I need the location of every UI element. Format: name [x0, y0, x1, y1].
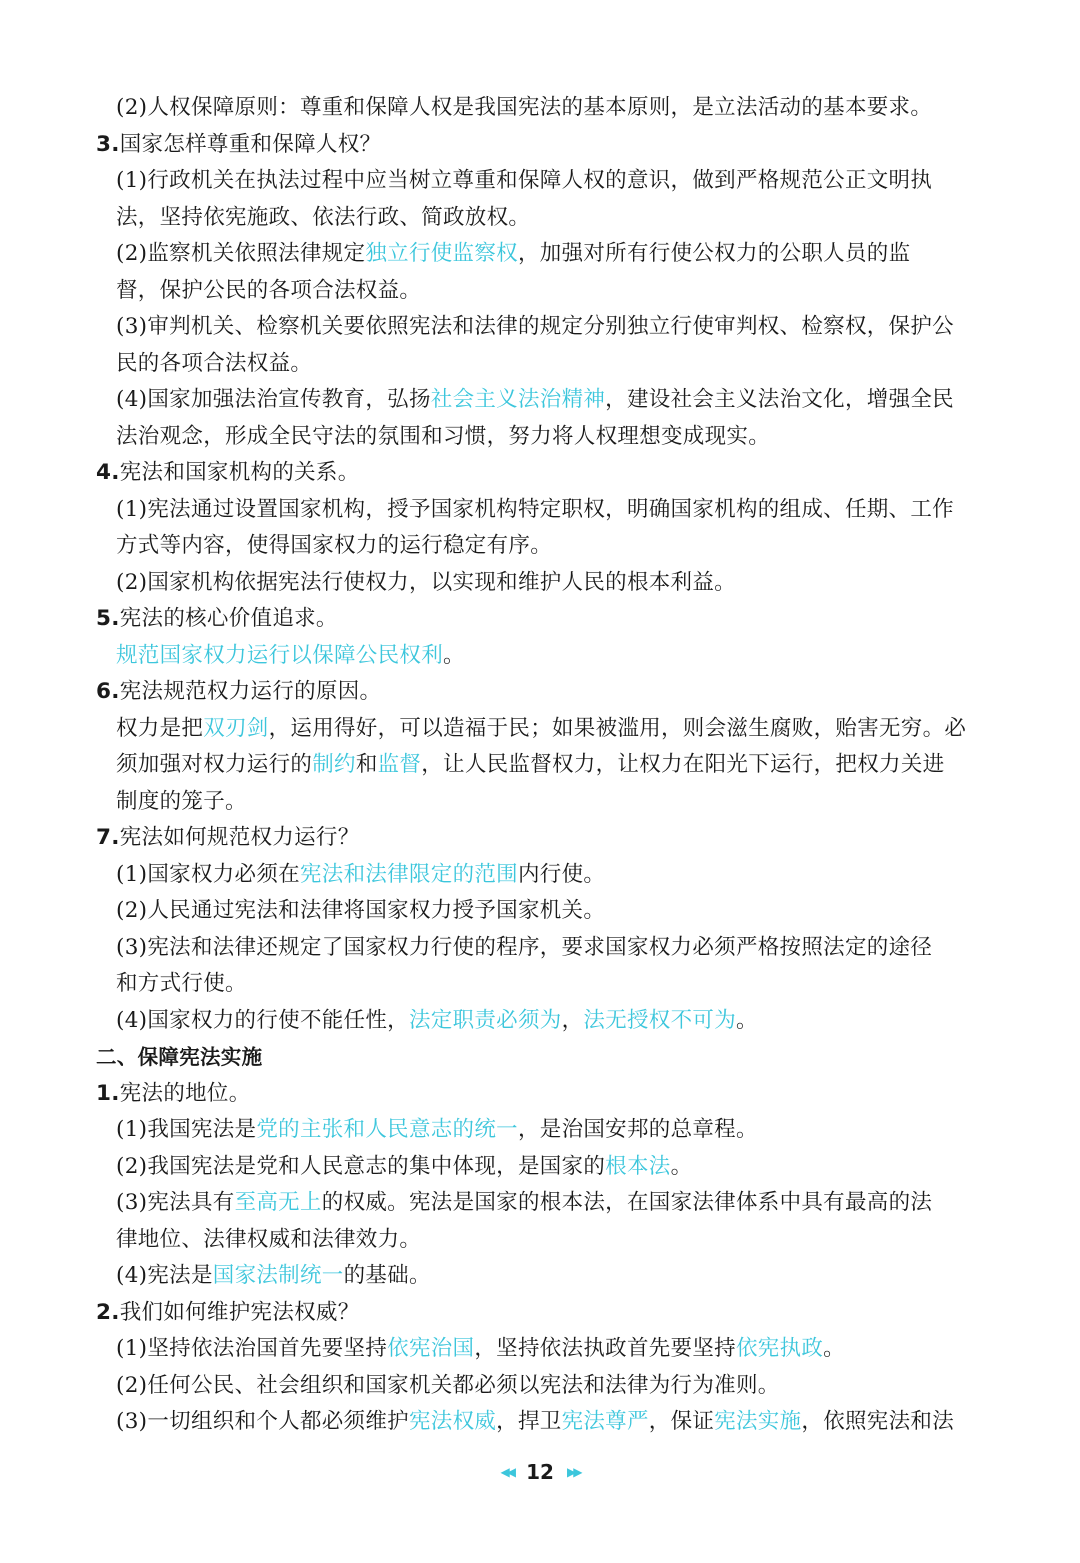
text-segment: 民的各项合法权益。	[116, 350, 313, 376]
text-segment: 。	[823, 1336, 845, 1361]
text-segment: 宪法如何规范权力运行？	[119, 825, 360, 850]
text-segment: 和方式行使。	[116, 971, 247, 996]
text-line	[96, 893, 966, 930]
text-line	[96, 565, 966, 602]
text-segment: 和	[355, 752, 378, 777]
text-segment: (2)国家机构依据宪法行使权力，以实现和维护人民的根本利益。	[116, 569, 736, 595]
item-number: 1.	[96, 1080, 120, 1106]
text-segment: 。	[670, 1153, 693, 1179]
text-segment: 权力是把	[116, 715, 204, 741]
highlighted-keyword: 根本法	[605, 1153, 671, 1179]
text-segment: ，加强对所有行使公权力的公职人员的监	[517, 241, 911, 266]
text-line	[96, 163, 966, 200]
highlighted-keyword: 双刃剑	[203, 715, 269, 741]
highlighted-keyword: 法无授权不可为	[583, 1007, 736, 1033]
text-line	[96, 90, 966, 127]
highlighted-keyword: 社会主义法治精神	[430, 387, 606, 412]
text-segment: 。	[443, 642, 465, 668]
text-segment: ，让人民监督权力，让权力在阳光下运行，把权力关进	[421, 752, 945, 777]
text-line	[96, 711, 966, 748]
text-segment: (3)审判机关、检察机关要依照宪法和法律的规定分别独立行使审判权、检察权，保护公	[116, 314, 954, 339]
text-segment: 的基础。	[343, 1263, 431, 1288]
text-segment: ，依照宪法和法	[801, 1409, 954, 1434]
text-segment: (1)宪法通过设置国家机构，授予国家机构特定职权，明确国家机构的组成、任期、工作	[116, 496, 954, 522]
text-segment: 二、保障宪法实施	[96, 1045, 263, 1069]
text-line	[96, 784, 966, 821]
item-number: 3.	[96, 131, 120, 157]
text-line	[96, 492, 966, 529]
item-number: 4.	[96, 460, 120, 485]
text-line	[96, 273, 966, 310]
text-line	[96, 747, 966, 784]
text-line	[96, 1404, 966, 1441]
text-segment: 督，保护公民的各项合法权益。	[116, 277, 422, 303]
text-line	[96, 966, 966, 1003]
text-segment: 内行使。	[517, 861, 606, 887]
highlighted-keyword: 法定职责必须为	[408, 1007, 562, 1033]
highlighted-keyword: 宪法权威	[408, 1409, 497, 1434]
text-segment: (4)国家权力的行使不能任性，	[116, 1007, 409, 1033]
item-number: 5.	[96, 606, 120, 631]
text-segment: 宪法的地位。	[119, 1080, 251, 1106]
highlighted-keyword: 党的主张和人民意志的统一	[256, 1117, 518, 1142]
highlighted-keyword: 制约	[312, 752, 356, 777]
text-segment: ，建设社会主义法治文化，增强全民	[605, 387, 954, 412]
text-line	[96, 1258, 966, 1295]
text-line	[96, 200, 966, 237]
text-line	[96, 1331, 966, 1368]
highlighted-keyword: 宪法和法律限定的范围	[299, 861, 518, 887]
text-segment: (3)宪法具有	[116, 1190, 235, 1215]
highlighted-keyword: 规范国家权力运行以保障公民权利	[116, 642, 444, 668]
text-line	[96, 1149, 966, 1186]
highlighted-keyword: 宪法尊严	[561, 1409, 649, 1434]
numbered-heading	[96, 127, 966, 164]
text-segment: 国家怎样尊重和保障人权？	[119, 131, 382, 157]
text-line	[96, 1003, 966, 1040]
text-segment: (3)宪法和法律还规定了国家权力行使的程序，要求国家权力必须严格按照法定的途径	[116, 934, 933, 960]
section-heading	[96, 1039, 966, 1076]
text-segment: (3)一切组织和个人都必须维护	[116, 1409, 409, 1434]
highlighted-keyword: 宪法实施	[714, 1409, 802, 1434]
text-segment: (2)人权保障原则：尊重和保障人权是我国宪法的基本原则，是立法活动的基本要求。	[116, 95, 933, 120]
text-line	[96, 382, 966, 419]
text-segment: 的权威。宪法是国家的根本法，在国家法律体系中具有最高的法	[321, 1190, 933, 1215]
text-line	[96, 1368, 966, 1405]
text-line	[96, 1222, 966, 1259]
item-number: 7.	[96, 825, 120, 850]
item-number: 6.	[96, 679, 120, 704]
numbered-heading	[96, 1076, 966, 1113]
text-segment: 我们如何维护宪法权威？	[119, 1299, 360, 1325]
next-page-arrow-icon: ▶▶	[567, 1465, 580, 1479]
text-segment: 律地位、法律权威和法律效力。	[116, 1226, 422, 1252]
text-segment: ，捍卫	[496, 1409, 562, 1434]
text-segment: (1)国家权力必须在	[116, 861, 300, 887]
text-line	[96, 236, 966, 273]
highlighted-keyword: 依宪执政	[735, 1336, 824, 1361]
page-footer	[0, 1460, 1080, 1484]
numbered-heading	[96, 1295, 966, 1332]
text-segment: 法治观念，形成全民守法的氛围和习惯，努力将人权理想变成现实。	[116, 423, 771, 449]
highlighted-keyword: 独立行使监察权	[365, 241, 518, 266]
highlighted-keyword: 至高无上	[234, 1190, 322, 1215]
text-line	[96, 857, 966, 894]
highlighted-keyword: 依宪治国	[387, 1336, 475, 1361]
text-segment: 方式等内容，使得国家权力的运行稳定有序。	[116, 533, 553, 558]
page-number: 12	[526, 1460, 554, 1484]
text-line	[96, 346, 966, 383]
numbered-heading	[96, 455, 966, 492]
text-segment: ，运用得好，可以造福于民；如果被滥用，则会滋生腐败，贻害无穷。必	[268, 715, 967, 741]
text-segment: ，	[561, 1007, 584, 1033]
numbered-heading	[96, 820, 966, 857]
text-segment: 法，坚持依宪施政、依法行政、简政放权。	[116, 204, 531, 230]
numbered-heading	[96, 674, 966, 711]
text-segment: (2)任何公民、社会组织和国家机关都必须以宪法和法律为行为准则。	[116, 1372, 780, 1398]
text-line	[96, 1112, 966, 1149]
text-line	[96, 419, 966, 456]
prev-page-arrow-icon: ◀◀	[500, 1465, 513, 1479]
text-segment: 。	[736, 1007, 758, 1033]
highlighted-keyword: 监督	[377, 752, 422, 777]
text-line	[96, 309, 966, 346]
item-number: 2.	[96, 1299, 120, 1325]
text-line	[96, 930, 966, 967]
text-segment: (1)行政机关在执法过程中应当树立尊重和保障人权的意识，做到严格规范公正文明执	[116, 168, 933, 193]
text-line	[96, 638, 966, 675]
numbered-heading	[96, 601, 966, 638]
text-line	[96, 528, 966, 565]
text-segment: 宪法的核心价值追求。	[119, 606, 338, 631]
highlighted-keyword: 国家法制统一	[212, 1263, 344, 1288]
text-segment: (2)监察机关依照法律规定	[116, 241, 366, 266]
text-segment: (1)坚持依法治国首先要坚持	[116, 1336, 388, 1361]
document-body	[96, 90, 966, 1441]
text-segment: (4)宪法是	[116, 1263, 213, 1288]
text-segment: 须加强对权力运行的	[116, 752, 313, 777]
text-segment: (2)人民通过宪法和法律将国家权力授予国家机关。	[116, 898, 606, 923]
text-segment: 制度的笼子。	[116, 788, 247, 814]
text-segment: (1)我国宪法是	[116, 1117, 257, 1142]
text-segment: ，是治国安邦的总章程。	[517, 1117, 758, 1142]
text-segment: 宪法和国家机构的关系。	[119, 460, 360, 485]
text-segment: (2)我国宪法是党和人民意志的集中体现，是国家的	[116, 1153, 606, 1179]
text-segment: ，坚持依法执政首先要坚持	[474, 1336, 736, 1361]
text-line	[96, 1185, 966, 1222]
text-segment: ，保证	[648, 1409, 715, 1434]
text-segment: 宪法规范权力运行的原因。	[119, 679, 382, 704]
text-segment: (4)国家加强法治宣传教育，弘扬	[116, 387, 431, 412]
